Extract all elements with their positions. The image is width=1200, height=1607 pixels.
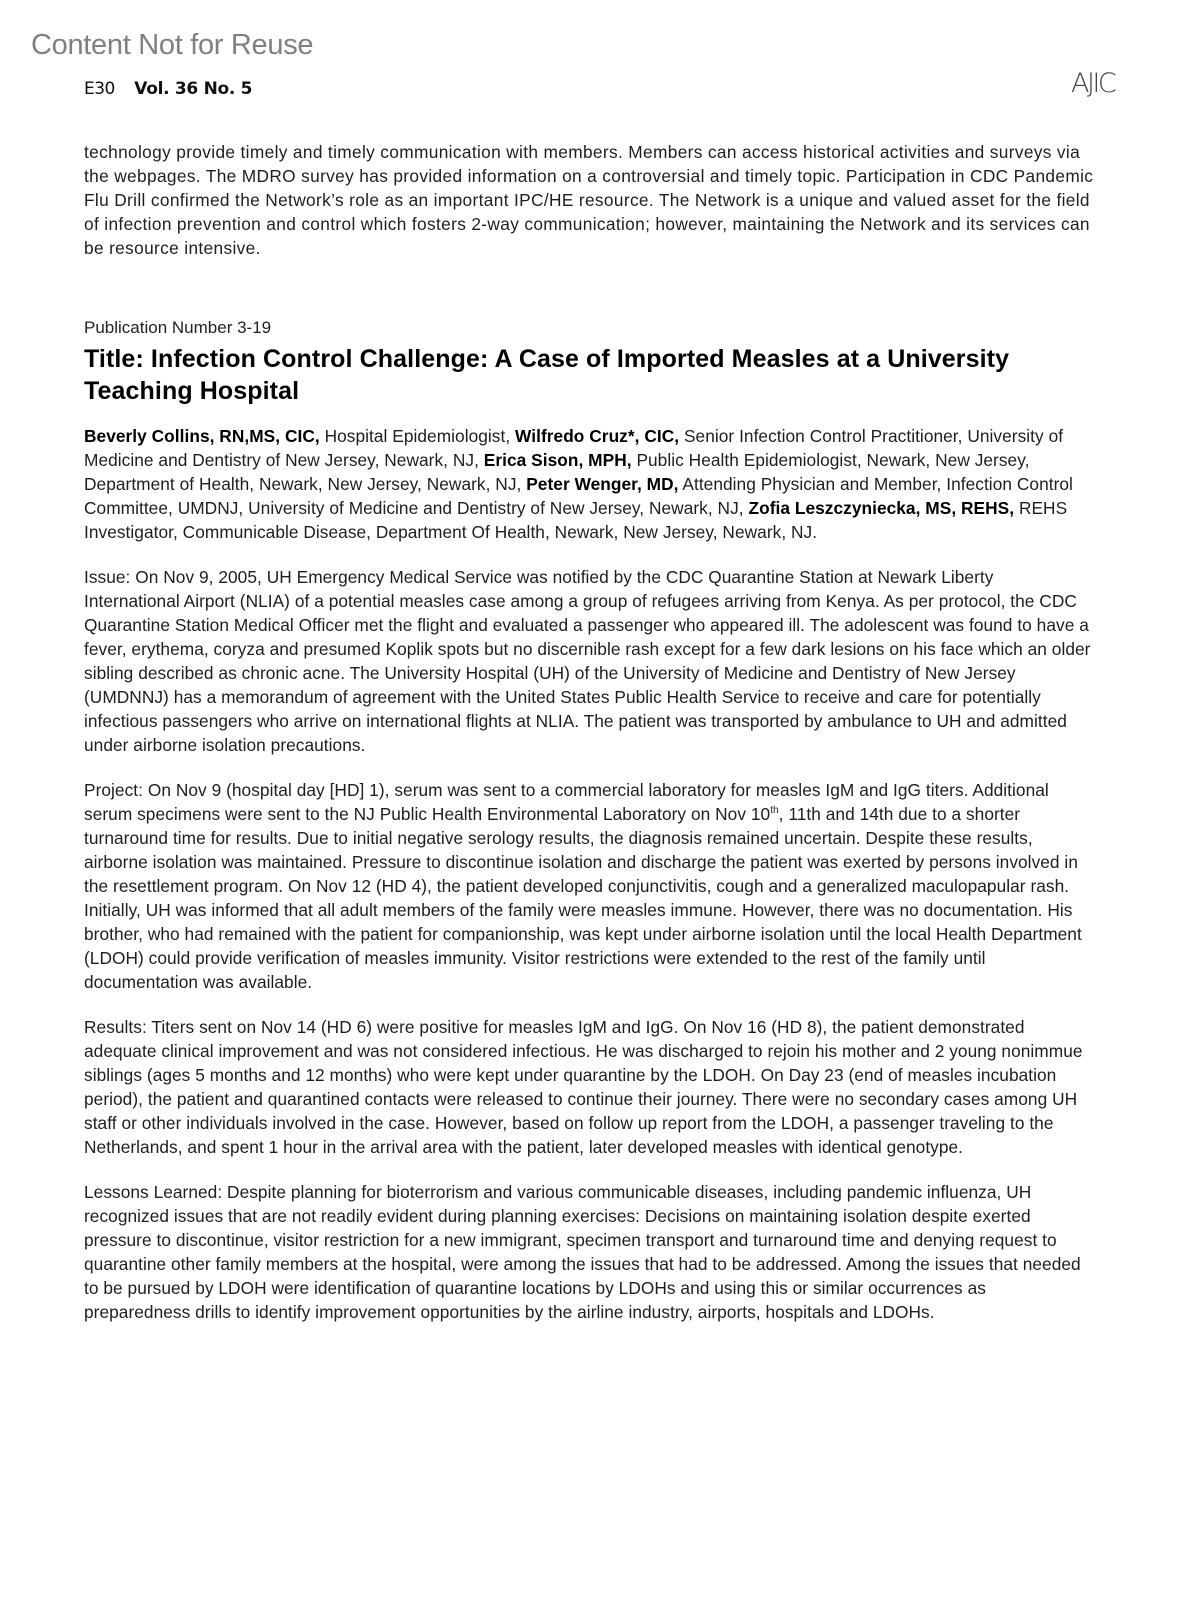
author-name: Erica Sison, MPH,: [483, 450, 632, 470]
author-name: Zofia Leszczyniecka, MS, REHS,: [748, 498, 1015, 518]
page-body: [84, 140, 1094, 1324]
running-header: [84, 79, 252, 99]
author-list: [84, 424, 1094, 544]
project-text-part2: , 11th and 14th due to a shorter turnaround time for results. Due to initial negative serology results, the diagnosis remained uncertain. Despite these results, airborne isolation was maintained. Pressure to discontinue isolation and discharge the patient was exerted by persons involved in the resettlement program. On Nov 12 (HD 4), the patient developed conjunctivitis, cough and a generalized maculopapular rash. Initially, UH was informed that all adult members of the family were measles immune. However, there was no documentation. His brother, who had remained with the patient for companionship, was kept under airborne isolation until the local Health Department (LDOH) could provide verification of measles immunity. Visitor restrictions were extended to the rest of the family until documentation was available.: [84, 804, 1082, 992]
issue-section: Issue: On Nov 9, 2005, UH Emergency Medical Service was notified by the CDC Quarantine Station at Newark Liberty International Airport (NLIA) of a potential measles case among a group of refugees arriving from Kenya. As per protocol, the CDC Quarantine Station Medical Officer met the flight and evaluated a passenger who appeared ill. The adolescent was found to have a fever, erythema, coryza and presumed Koplik spots but no discernible rash except for a few dark lesions on his face which an older sibling described as chronic acne. The University Hospital (UH) of the University of Medicine and Dentistry of New Jersey (UMDNNJ) has a memorandum of agreement with the United States Public Health Service to receive and care for potentially infectious passengers who arrive on international flights at NLIA. The patient was transported by ambulance to UH and admitted under airborne isolation precautions.: [84, 567, 1091, 755]
author-affiliation: Hospital Epidemiologist,: [319, 426, 516, 446]
watermark-text: Content Not for Reuse: [31, 29, 314, 61]
author-name: Wilfredo Cruz*, CIC,: [515, 426, 680, 446]
author-affiliation: REHS Investigator, Communicable Disease, Department Of Health, Newark, New Jersey, Newark, NJ.: [84, 498, 1068, 542]
lessons-learned-section: Lessons Learned: Despite planning for bioterrorism and various communicable diseases, including pandemic influenza, UH recognized issues that are not readily evident during planning exercises: Decisions on maintaining isolation despite exerted pressure to discontinue, visitor restriction for a new immigrant, specimen transport and turnaround time and denying request to quarantine other family members at the hospital, were among the issues that had to be addressed. Among the issues that needed to be pursued by LDOH were identification of quarantine locations by LDOHs and using this or similar occurrences as preparedness drills to identify improvement opportunities by the airline industry, airports, hospitals and LDOHs.: [84, 1182, 1081, 1322]
volume-issue: Vol. 36 No. 5: [134, 79, 253, 99]
author-name: Peter Wenger, MD,: [526, 474, 679, 494]
author-affiliation: Public Health Epidemiologist, Newark, New Jersey, Department of Health, Newark, New Jersey, Newark, NJ,: [84, 450, 1030, 494]
author-affiliation: Senior Infection Control Practitioner, University of Medicine and Dentistry of New Jersey, Newark, NJ,: [84, 426, 1064, 470]
project-section: [84, 778, 1094, 994]
ordinal-superscript: th: [770, 805, 779, 816]
page-number: E30: [84, 79, 115, 99]
results-section: Results: Titers sent on Nov 14 (HD 6) were positive for measles IgM and IgG. On Nov 16 (HD 8), the patient demonstrated adequate clinical improvement and was not considered infectious. He was discharged to rejoin his mother and 2 young nonimmue siblings (ages 5 months and 12 months) who were kept under quarantine by the LDOH. On Day 23 (end of measles incubation period), the patient and quarantined contacts were released to continue their journey. There were no secondary cases among UH staff or other individuals involved in the case. However, based on follow up report from the LDOH, a passenger traveling to the Netherlands, and spent 1 hour in the arrival area with the patient, later developed measles with identical genotype.: [84, 1017, 1083, 1157]
journal-logo: AJIC: [1071, 68, 1115, 99]
project-text-part1: Project: On Nov 9 (hospital day [HD] 1), serum was sent to a commercial laboratory for measles IgM and IgG titers. Additional serum specimens were sent to the NJ Public Health Environmental Laboratory on Nov 10: [84, 780, 1049, 824]
intro-paragraph: technology provide timely and timely communication with members. Members can access historical activities and surveys via the webpages. The MDRO survey has provided information on a controversial and timely topic. Participation in CDC Pandemic Flu Drill confirmed the Network’s role as an important IPC/HE resource. The Network is a unique and valued asset for the field of infection prevention and control which fosters 2-way communication; however, maintaining the Network and its services can be resource intensive.: [84, 142, 1094, 258]
author-name: Beverly Collins, RN,MS, CIC,: [84, 426, 320, 446]
article-title: Title: Infection Control Challenge: A Case of Imported Measles at a University Teaching Hospital: [84, 345, 1010, 405]
publication-number: Publication Number 3-19: [84, 318, 272, 337]
author-affiliation: Attending Physician and Member, Infection Control Committee, UMDNJ, University of Medicine and Dentistry of New Jersey, Newark, NJ,: [84, 474, 1073, 518]
